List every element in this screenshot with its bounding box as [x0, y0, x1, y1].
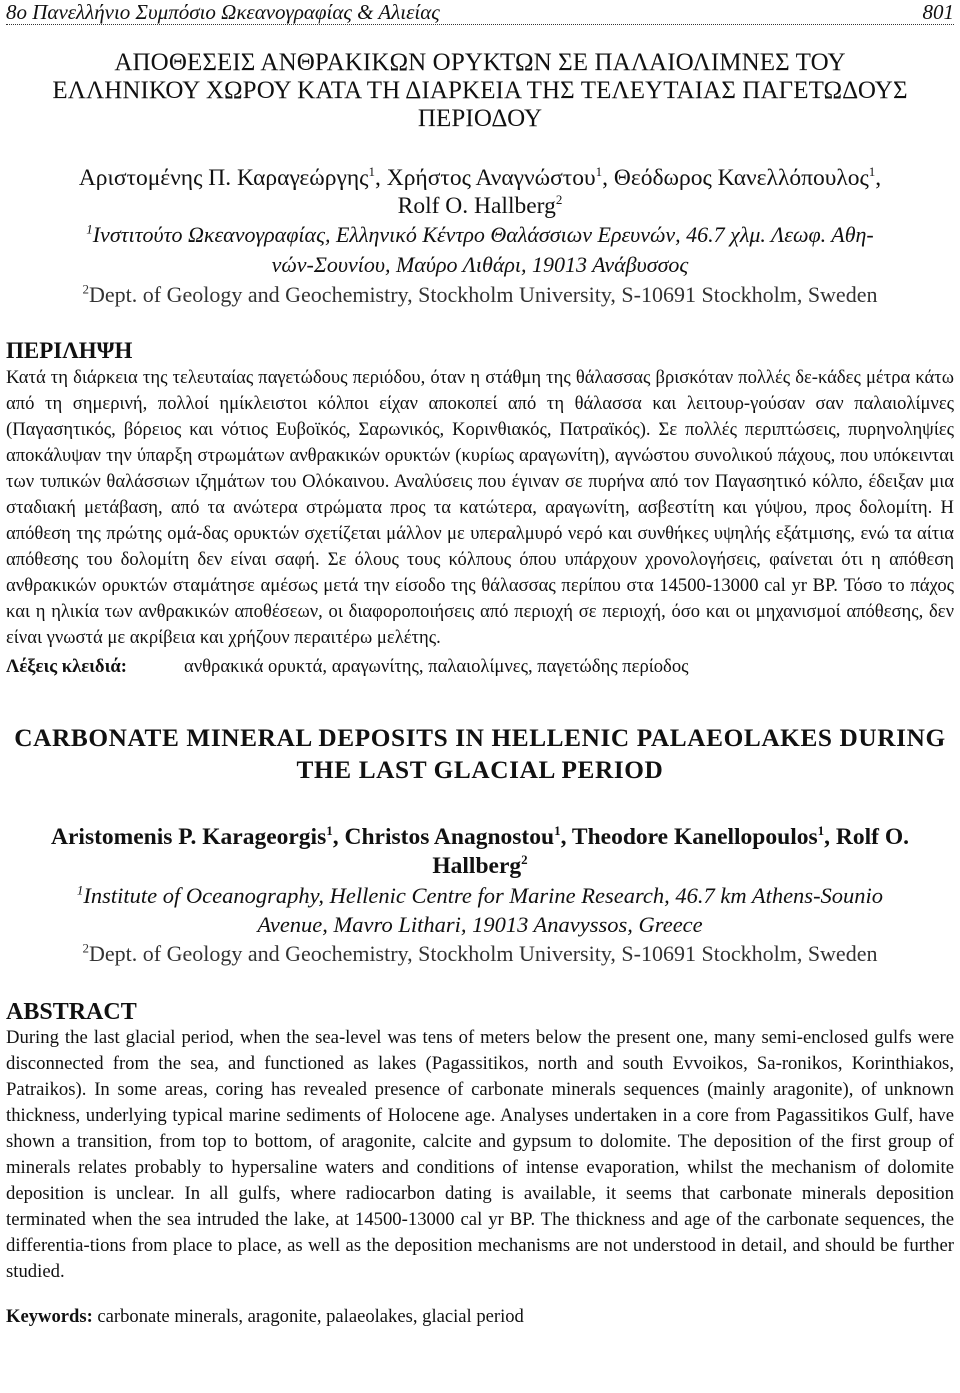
author-name: Aristomenis P. Karageorgis [51, 824, 327, 850]
greek-authors-line1 [6, 164, 954, 192]
affiliation-marker: 1 [595, 164, 603, 180]
affiliation-marker: 1 [86, 221, 93, 237]
affiliation-marker: 1 [368, 164, 375, 180]
greek-title-line: ΑΠΟΘΕΣΕΙΣ ΑΝΘΡΑΚΙΚΩΝ ΟΡΥΚΤΩΝ ΣΕ ΠΑΛΑΙΟΛΙΜΝΕΣ ΤΟΥ [114, 49, 846, 76]
page-number: 801 [922, 0, 954, 24]
greek-keywords [6, 655, 954, 679]
affiliation-marker: 1 [554, 823, 561, 839]
author-name: , Rolf O. [824, 824, 909, 850]
affiliation-marker: 2 [555, 192, 563, 208]
greek-abstract-text: Κατά τη διάρκεια της τελευταίας παγετώδους περιόδου, όταν η στάθμη της θάλασσας βρισκόταν πολλές δε-κάδες μέτρα κάτω από τη σημερινή, πολλοί ημίκλειστοι κόλποι είχαν αποκοπεί από τη θάλασσα και λειτουρ-γούσαν σαν παλαιολίμνες (Παγασητικός, βόρειος και νότιος Ευβοϊκός, Σαρωνικός, Κορινθιακός, Πατραϊκός). Σε πολλές περιπτώσεις, πυρηνοληψίες αποκάλυψαν την ύπαρξη στρωμάτων ανθρακικών ορυκτών (κυρίως αραγωνίτη), αγνώστου συνολικού πάχους, που υπόκεινται των τυπικών θαλάσσιων ιζημάτων του Ολόκαινου. Αναλύσεις που έγιναν σε πυρήνα από τον Παγασητικό κόλπο, έδειξαν μια σταδιακή μετάβαση, από τα ανώτερα στρώματα προς τα κατώτερα, αραγωνίτη, ασβεστίτη και γύψου, προς δολομίτη. Η απόθεση της πρώτης ομά-δας ορυκτών σχετίζεται μάλλον με υπεραλμυρό νερό και συνθήκες υψηλής εξάτμισης, ενώ τα αίτια απόθεσης του δολομίτη δεν είναι σαφή. Σε όλους τους κόλπους όπου υπάρχουν χρονολογήσεις, φαίνεται ότι η απόθεση ανθρακικών ορυκτών σταμάτησε αμέσως μετά την είσοδο της θάλασσας περίπου στα 14500-13000 cal yr BP. Τόσο το πάχος και η ηλικία των ανθρακικών αποθέσεων, οι διαφοροποιήσεις από περιοχή σε περιοχή, όσο και οι μηχανισμοί απόθεσης, δεν είναι γνωστά με ακρίβεια και χρήζουν περαιτέρω μελέτης. [6, 367, 954, 648]
affiliation-marker: 1 [76, 882, 84, 898]
affiliation-marker: 2 [521, 852, 528, 868]
greek-title [6, 49, 954, 133]
english-affiliation-1-line1 [6, 881, 954, 910]
affiliation-text: Dept. of Geology and Geochemistry, Stockholm University, S-10691 Stockholm, Sweden [89, 941, 878, 966]
english-title-line: CARBONATE MINERAL DEPOSITS IN HELLENIC PALAEOLAKES DURING [14, 724, 946, 752]
greek-title-line: ΠΕΡΙΟΔΟΥ [417, 105, 543, 132]
author-name: Αριστομένης Π. Καραγεώργης [78, 165, 369, 191]
affiliation-marker: 2 [82, 281, 90, 297]
author-name: Hallberg [432, 853, 522, 879]
greek-affiliation-2 [6, 280, 954, 309]
greek-title-line: ΕΛΛΗΝΙΚΟΥ ΧΩΡΟΥ ΚΑΤΑ ΤΗ ΔΙΑΡΚΕΙΑ ΤΗΣ ΤΕΛΕΥΤΑΙΑΣ ΠΑΓΕΤΩΔΟΥΣ [52, 77, 908, 104]
english-affiliation-1-line2: Avenue, Mavro Lithari, 19013 Anavyssos, Greece [257, 912, 703, 937]
affiliation-marker: 2 [82, 940, 90, 956]
keywords-label: Λέξεις κλειδιά: [6, 656, 127, 677]
english-abstract-text: During the last glacial period, when the sea-level was tens of meters below the present one, many semi-enclosed gulfs were disconnected from the sea, and functioned as lakes (Pagassitikos, north and south Evvoikos, Sa-ronikos, Korinthiakos, Patraikos). In some areas, coring has revealed presence of carbonate minerals sequences (mainly aragonite), of unknown thickness, underlying typical marine sediments of Holocene age. Analyses undertaken in a core from Pagassitikos Gulf, have shown a transition, from top to bottom, of aragonite, calcite and gypsum to dolomite. The deposition of the first group of minerals relates probably to hypersaline waters and conditions of intense evaporation, whilst the mechanism of dolomite deposition is unclear. In all gulfs, where radiocarbon dating is available, it seems that carbonate minerals deposition terminated when the sea intruded the lake, at 14500-13000 cal yr BP. The thickness and age of the carbonate sequences, the differentia-tions from place to place, as well as the deposition mechanisms are not understood in detail, and should be further studied. [6, 1027, 954, 1282]
english-authors [6, 823, 954, 881]
english-title-line: THE LAST GLACIAL PERIOD [296, 756, 664, 784]
keywords-text: ανθρακικά ορυκτά, αραγωνίτης, παλαιολίμνες, παγετώδης περίοδος [184, 656, 689, 677]
english-authors-line2 [6, 852, 954, 881]
author-name: Rolf O. Hallberg [397, 193, 556, 219]
affiliation-text: Dept. of Geology and Geochemistry, Stockholm University, S-10691 Stockholm, Sweden [89, 282, 878, 307]
greek-authors [6, 164, 954, 220]
author-name: , Christos Anagnostou [332, 824, 555, 850]
affiliation-marker: 1 [817, 823, 825, 839]
keywords-label: Keywords: [6, 1305, 93, 1327]
running-header [6, 0, 954, 25]
greek-abstract-heading: ΠΕΡΙΛΗΨΗ [6, 338, 133, 363]
affiliation-text: Institute of Oceanography, Hellenic Centre for Marine Research, 46.7 km Athens-Sounio [83, 883, 884, 908]
greek-affiliation-1 [6, 220, 954, 280]
greek-authors-line2 [6, 192, 954, 220]
author-name: , Χρήστος Αναγνώστου [374, 165, 596, 191]
greek-affiliation-1-line1 [6, 220, 954, 250]
english-abstract-heading: ABSTRACT [6, 999, 137, 1025]
english-title [6, 722, 954, 786]
english-affiliation-1 [6, 881, 954, 939]
affiliation-text: Ινστιτούτο Ωκεανογραφίας, Ελληνικό Κέντρο Θαλάσσιων Ερευνών, 46.7 χλμ. Λεωφ. Αθη- [92, 222, 874, 247]
english-affiliation-2 [6, 939, 954, 968]
keywords-text: carbonate minerals, aragonite, palaeolakes, glacial period [97, 1305, 524, 1327]
author-name: , Theodore Kanellopoulos [560, 824, 818, 850]
journal-name: 8ο Πανελλήνιο Συμπόσιο Ωκεανογραφίας & Αλιείας [6, 0, 440, 24]
affiliation-marker: 1 [326, 823, 333, 839]
greek-affiliation-1-line2: νών-Σουνίου, Μαύρο Λιθάρι, 19013 Ανάβυσσος [271, 252, 689, 277]
affiliation-marker: 1 [868, 164, 876, 180]
english-authors-line1 [6, 823, 954, 852]
english-keywords [6, 1304, 954, 1330]
author-separator: , [875, 165, 882, 191]
author-name: , Θεόδωρος Κανελλόπουλος [602, 165, 869, 191]
